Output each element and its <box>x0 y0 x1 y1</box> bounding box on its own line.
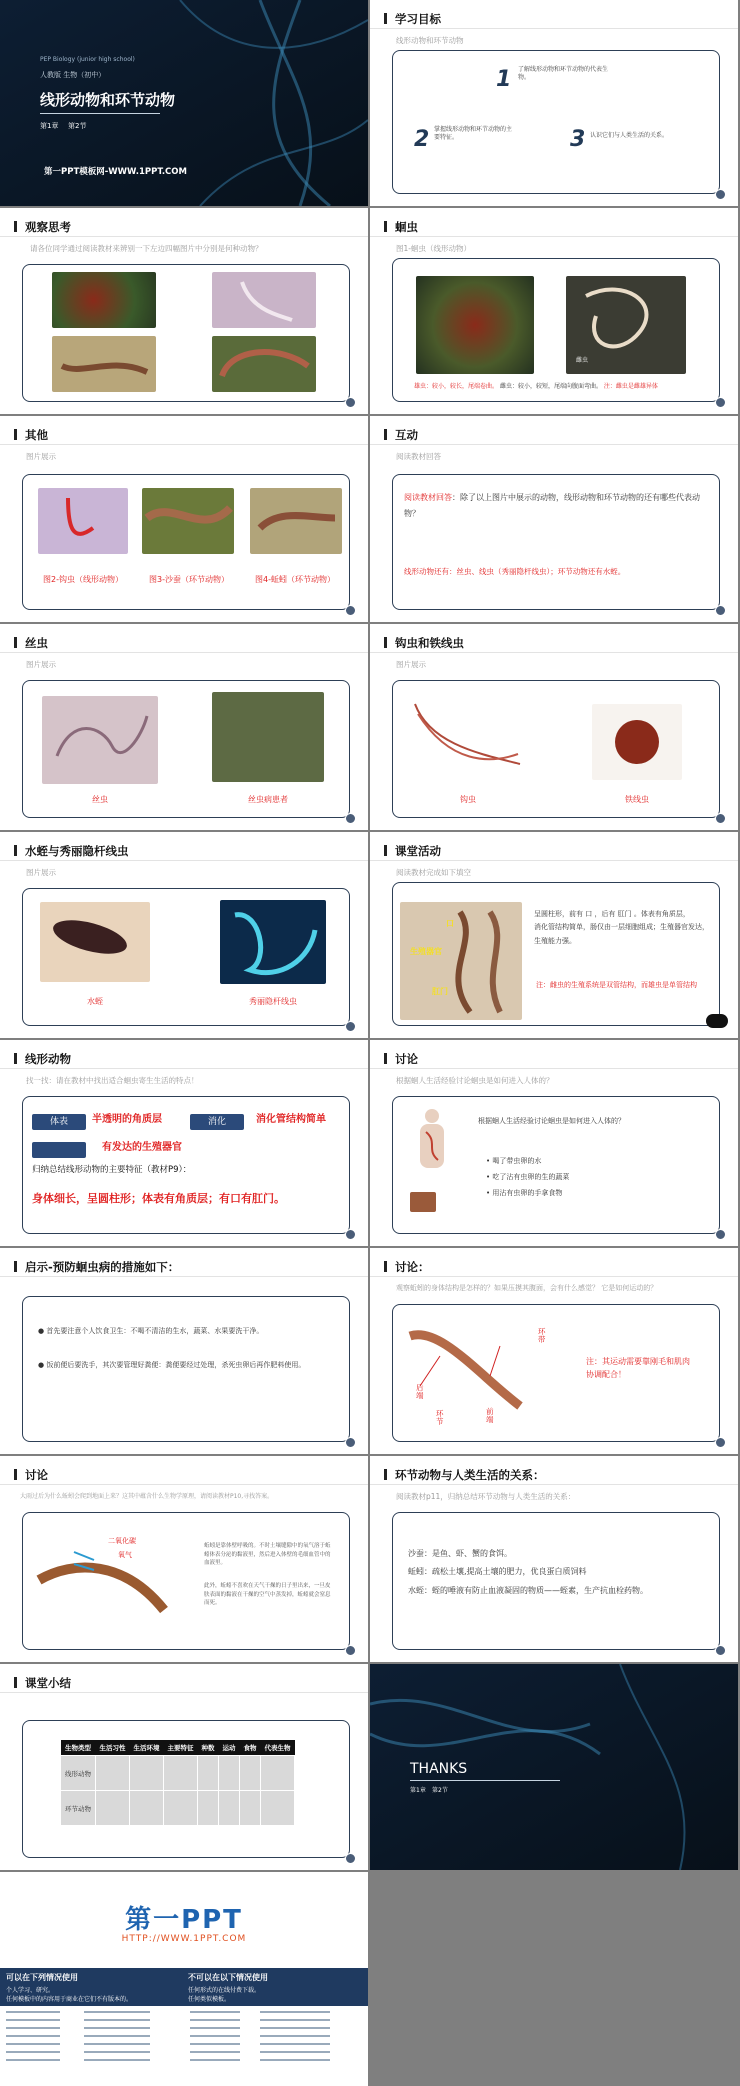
slide-heading: 课堂活动 <box>384 843 441 859</box>
slide-subtitle: 线形动物和环节动物 <box>396 36 464 45</box>
corner-icon <box>715 605 726 616</box>
slide-heading: 线形动物 <box>14 1051 71 1067</box>
slide-thanks <box>370 1664 738 1870</box>
slide-heading: 讨论 <box>384 1051 418 1067</box>
summary-prompt: 归纳总结线形动物的主要特征（教材P9）： <box>32 1165 192 1175</box>
slide-subtitle: 图1-蛔虫（线形动物） <box>396 244 471 253</box>
tag-blank <box>32 1142 86 1158</box>
table-row <box>61 1756 295 1791</box>
goal-text: 了解线形动物和环节动物的代表生物。 <box>518 66 609 82</box>
slide-subtitle: 阅读教材回答 <box>396 452 441 461</box>
relation-line: 蚯蚓：疏松土壤,提高土壤的肥力，优良蛋白质饲料 <box>408 1567 587 1576</box>
slide-relation <box>370 1456 738 1662</box>
slide-heading: 蛔虫 <box>384 219 418 235</box>
slide-goals <box>370 0 738 206</box>
slide-subtitle: 阅读教材完成如下填空 <box>396 868 471 877</box>
slide-subtitle: 图片展示 <box>26 452 56 461</box>
goal-number: 2 <box>414 127 430 152</box>
nematode-photo <box>220 900 326 984</box>
reason-item: • 喝了带虫卵的水 <box>486 1157 542 1165</box>
title-rule <box>410 1780 560 1781</box>
slide-subtitle: 阅读教材p11，归纳总结环节动物与人类生活的关系： <box>396 1492 576 1501</box>
can-use-title: 可以在下列情况使用 <box>6 1973 78 1982</box>
interact-question: 阅读教材回答：除了以上图片中展示的动物，线形动物和环节动物的还有哪些代表动物？ <box>404 493 700 518</box>
goal-number: 1 <box>496 67 512 92</box>
image-caption: 秀丽隐杆线虫 <box>249 997 297 1006</box>
column-header: 生活习性 <box>96 1740 130 1756</box>
earthworm-photo <box>250 488 342 554</box>
slide-discuss1 <box>370 1040 738 1246</box>
image-caption: 水蛭 <box>87 997 103 1006</box>
worm-label: 后端 <box>416 1383 424 1401</box>
slide-heading: 丝虫 <box>14 635 48 651</box>
column-header: 主要特征 <box>164 1740 198 1756</box>
goal-text: 认识它们与人类生活的关系。 <box>590 132 669 139</box>
tag-label: 体表 <box>32 1114 86 1130</box>
cannot-use-title: 不可以在以下情况使用 <box>188 1973 268 1982</box>
title-tag: PEP Biology (junior high school) <box>40 56 135 63</box>
corner-icon <box>715 1645 726 1656</box>
tag-label: 消化 <box>190 1114 244 1130</box>
horsehair-worm-photo <box>592 704 682 780</box>
slide-heading: 讨论： <box>384 1259 430 1275</box>
slide-heading: 启示-预防蛔虫病的措施如下： <box>14 1259 179 1275</box>
slide-heading: 课堂小结 <box>14 1675 71 1691</box>
ragworm-photo <box>142 488 234 554</box>
slide-heading: 水蛭与秀丽隐杆线虫 <box>14 843 129 859</box>
brand-url[interactable]: HTTP://WWW.1PPT.COM <box>121 1934 247 1944</box>
corner-icon <box>715 189 726 200</box>
slide-subtitle: 图片展示 <box>396 660 426 669</box>
thanks-title: THANKS <box>410 1761 468 1777</box>
slide-filaria <box>0 624 368 830</box>
movement-note: 注：其运动需要靠刚毛和肌肉协调配合！ <box>586 1357 690 1379</box>
reason-item: • 吃了沾有虫卵的生的蔬菜 <box>486 1173 570 1181</box>
relation-line: 沙蚕：是鱼、虾、蟹的食饵。 <box>408 1549 512 1558</box>
slide-subtitle: 观察蚯蚓的身体结构是怎样的？如果压摸其腹面，会有什么感觉？ 它是如何运动的？ <box>396 1284 658 1292</box>
corner-icon <box>345 1853 356 1864</box>
corner-icon <box>345 1229 356 1240</box>
chapter: 第1章 <box>410 1787 426 1794</box>
food-photo <box>410 1192 436 1212</box>
column-header: 种数 <box>198 1740 219 1756</box>
photo-label: 雌虫 <box>576 357 589 364</box>
roundworm-photo <box>416 276 534 374</box>
slide-summary <box>0 1664 368 1870</box>
roundworm-caption: 雄虫：较小，较长，尾端卷曲。 雌虫：较小，较短，尾端向腹面弯曲。 注：雌虫是雌雄异体 <box>414 383 658 390</box>
co2-label: 二氧化碳 <box>108 1537 136 1545</box>
explanation-text: 蚯蚓是靠体壁呼吸的。不时土壤缝隙中的氧气溶于蚯蚓体表分泌的黏液里，然后进入体壁的毛细血管中的血液里。 <box>204 1543 331 1567</box>
reason-item: • 用沾有虫卵的手拿食物 <box>486 1189 563 1197</box>
hookworm-photo <box>38 488 128 554</box>
table-row <box>61 1791 295 1826</box>
slide-subtitle: 请各位同学通过阅读教材来辨别一下左边四幅图片中分别是何种动物？ <box>30 244 263 253</box>
goal-text: 掌握线形动物和环节动物的主要特征。 <box>434 126 513 142</box>
earthworm-photo <box>34 1540 176 1620</box>
feature-text: 消化管结构简单 <box>256 1114 326 1125</box>
main-features: 身体细长，呈圆柱形；体表有角质层；有口有肛门。 <box>32 1192 285 1205</box>
explanation-text: 此外，蚯蚓不喜欢在天气干燥的日子里出来，一旦皮肤表面的黏液在干燥的空气中蒸发掉，蚯蚓就会窒息而死。 <box>204 1583 331 1607</box>
corner-icon <box>715 1437 726 1448</box>
filaria-photo <box>42 696 158 784</box>
corner-icon <box>715 1229 726 1240</box>
row-label: 环节动物 <box>61 1791 96 1826</box>
cannot-use-item: 任何形式的在线付费下载。 <box>188 1987 261 1994</box>
link-list-panel <box>0 2006 368 2086</box>
content-box <box>392 1512 720 1650</box>
slide-subtitle: 大雨过后为什么蚯蚓会爬到地面上来？这其中蕴含什么生物学原理，请阅读教材P10,寻找答案。 <box>20 1493 274 1500</box>
image-caption: 丝虫 <box>92 795 108 804</box>
measure-item: ● 首先要注意个人饮食卫生：不喝不清洁的生水，蔬菜、水果要洗干净。 <box>38 1327 264 1335</box>
column-header: 生活环境 <box>130 1740 164 1756</box>
corner-icon <box>345 605 356 616</box>
worm-photo <box>52 272 156 328</box>
slide-linear <box>0 1040 368 1246</box>
corner-icon <box>345 1437 356 1448</box>
anatomy-diagram <box>400 902 522 1020</box>
section: 第2节 <box>432 1787 448 1794</box>
slide-roundworm <box>370 208 738 414</box>
corner-icon <box>715 397 726 408</box>
image-caption: 图3-沙蚕（环节动物） <box>149 575 229 584</box>
activity-fill-text: 呈圆柱形，前有 口 ，后有 肛门 。体表有角质层， 消化管结构简单，肠仅由一层细胞组成；生殖器官发达，生殖能力强。 <box>534 910 709 945</box>
image-caption: 图2-钩虫（线形动物） <box>43 575 123 584</box>
slide-discuss3 <box>0 1456 368 1662</box>
cannot-use-item: 任何类似模板。 <box>188 1996 231 2003</box>
o2-label: 氧气 <box>118 1551 132 1559</box>
column-header: 食物 <box>240 1740 261 1756</box>
slide-leech <box>0 832 368 1038</box>
title-slide <box>0 0 368 206</box>
worm-label: 环节 <box>436 1409 444 1427</box>
measure-item: ● 饭前便后要洗手，其次要管理好粪便：粪便要经过处理，杀死虫卵后再作肥料使用。 <box>38 1361 306 1369</box>
slide-subtitle: 找一找：请在教材中找出适合蛔虫寄生生活的特点！ <box>26 1076 199 1085</box>
slide-prevent <box>0 1248 368 1454</box>
image-caption: 图4-蚯蚓（环节动物） <box>255 575 335 584</box>
slide-heading: 互动 <box>384 427 418 443</box>
page-title: 线形动物和环节动物 <box>40 91 176 109</box>
slide-subtitle: 图片展示 <box>26 868 56 877</box>
slide-ad <box>0 1872 368 2086</box>
worm-photo <box>212 272 316 328</box>
row-label: 线形动物 <box>61 1756 96 1791</box>
slide-heading: 钩虫和铁线虫 <box>384 635 464 651</box>
relation-line: 水蛭：蛭的唾液有防止血液凝固的物质——蛭素，生产抗血栓药物。 <box>408 1586 648 1595</box>
body-diagram <box>404 1106 460 1186</box>
slide-others <box>0 416 368 622</box>
can-use-item: 任何模板中的内容用于商业在它们不有版本的。 <box>6 1996 133 2003</box>
slide-heading: 观察思考 <box>14 219 71 235</box>
image-caption: 钩虫 <box>460 795 476 804</box>
slide-heading: 环节动物与人类生活的关系： <box>384 1467 545 1483</box>
slide-observe <box>0 208 368 414</box>
brand-logo: 第一PPT <box>125 1905 243 1935</box>
section: 第2节 <box>68 122 87 130</box>
worm-photo <box>52 336 156 392</box>
column-header: 生物类型 <box>61 1740 96 1756</box>
discuss-question: 根据蛔人生活经验讨论蛔虫是如何进入人体的？ <box>478 1117 625 1125</box>
can-use-item: 个人学习、研究。 <box>6 1987 55 1994</box>
edition: 人教版 生物（初中） <box>40 71 106 79</box>
title-rule <box>40 113 160 114</box>
earthworm-diagram <box>400 1316 530 1426</box>
patient-photo <box>212 692 324 782</box>
goal-number: 3 <box>570 127 586 152</box>
column-header: 运动 <box>219 1740 240 1756</box>
slide-discuss2 <box>370 1248 738 1454</box>
feature-text: 有发达的生殖器官 <box>102 1142 182 1153</box>
mascot-icon <box>706 1014 728 1028</box>
corner-icon <box>345 1021 356 1032</box>
diagram-label: 肛门 <box>432 987 448 996</box>
slide-heading: 学习目标 <box>384 11 441 27</box>
slide-interact <box>370 416 738 622</box>
table-header-row <box>61 1740 295 1756</box>
feature-text: 半透明的角质层 <box>92 1114 162 1125</box>
slide-activity <box>370 832 738 1038</box>
corner-icon <box>345 397 356 408</box>
worm-label: 前端 <box>486 1407 494 1425</box>
activity-note: 注：雌虫的生殖系统是双管结构，而雄虫是单管结构 <box>536 981 697 989</box>
diagram-label: 口 <box>446 919 454 928</box>
leech-photo <box>40 902 150 982</box>
diagram-label: 生殖器官 <box>410 947 442 956</box>
corner-icon <box>345 1645 356 1656</box>
worm-photo <box>212 336 316 392</box>
slide-subtitle: 图片展示 <box>26 660 56 669</box>
corner-icon <box>715 813 726 824</box>
chapter: 第1章 <box>40 122 59 130</box>
image-caption: 铁线虫 <box>625 795 649 804</box>
interact-answer: 线形动物还有：丝虫、线虫（秀丽隐杆线虫）；环节动物还有水蛭。 <box>404 567 626 576</box>
corner-icon <box>345 813 356 824</box>
slide-heading: 讨论 <box>14 1467 48 1483</box>
hookworm-photo <box>410 694 526 784</box>
slide-subtitle: 根据蛔人生活经验讨论蛔虫是如何进入人体的？ <box>396 1076 554 1085</box>
site-name[interactable]: 第一PPT模板网-WWW.1PPT.COM <box>44 167 187 177</box>
image-caption: 丝虫病患者 <box>248 795 288 804</box>
slide-heading: 其他 <box>14 427 48 443</box>
summary-table <box>60 1740 295 1826</box>
column-header: 代表生物 <box>261 1740 295 1756</box>
roundworm-photo <box>566 276 686 374</box>
slide-hookworm <box>370 624 738 830</box>
worm-label: 环带 <box>538 1327 546 1345</box>
